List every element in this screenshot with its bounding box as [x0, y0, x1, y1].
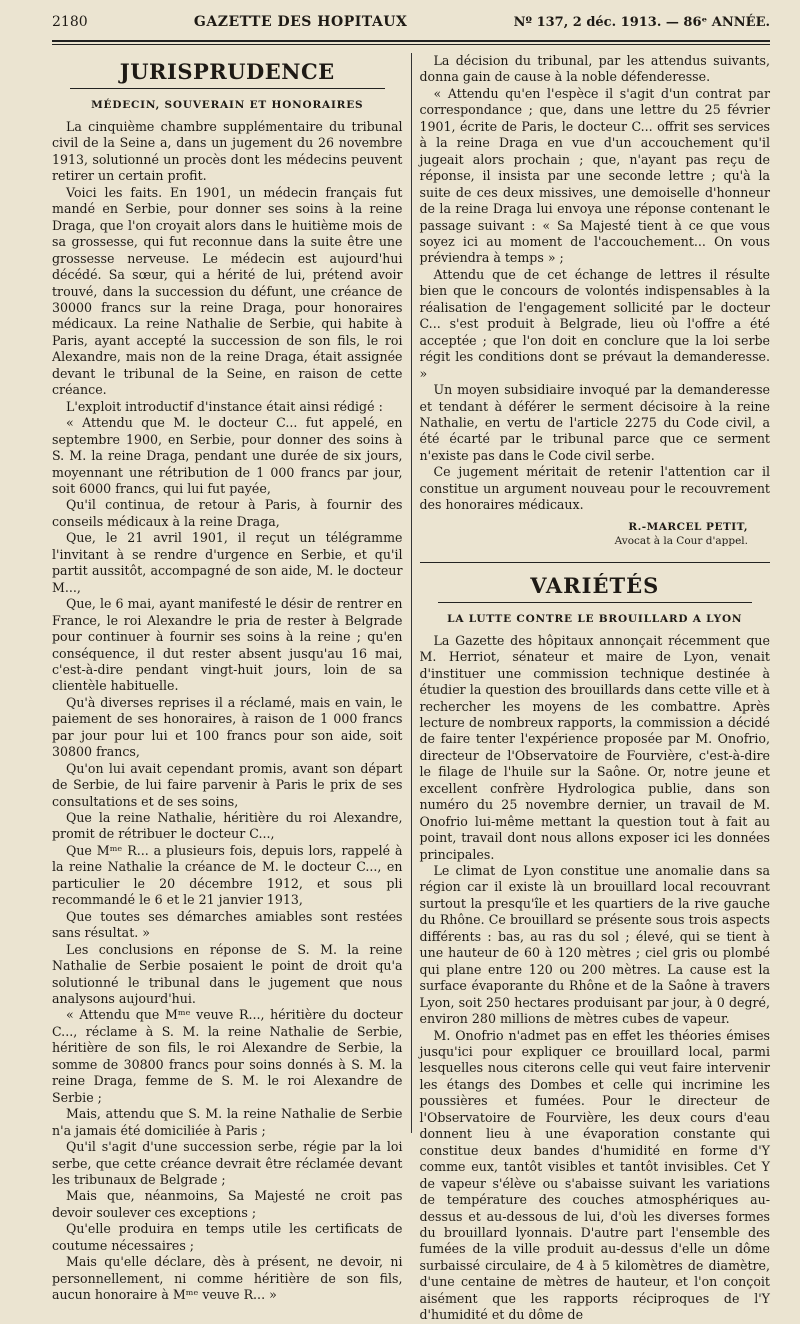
paragraph: Mais que, néanmoins, Sa Majesté ne croit pas devoir soulever ces exceptions ; — [52, 1188, 403, 1220]
right-article-body — [420, 53, 771, 514]
page-number: 2180 — [52, 14, 88, 30]
paragraph: « Attendu que M. le docteur C... fut appelé, en septembre 1900, en Serbie, pour donner des soins à S. M. la reine Draga, pendant une durée de six jours, moyennant une rétribution de 1 000 francs par jour, soit 6000 francs, qui lui fut payée, — [52, 415, 403, 496]
paragraph: Qu'il continua, de retour à Paris, à fournir des conseils médicaux à la reine Draga, — [52, 497, 403, 529]
section-rule — [70, 88, 385, 89]
paragraph: Mais qu'elle déclare, dès à présent, ne devoir, ni personnellement, ni comme héritière de son fils, aucun honoraire à Mᵐᵉ veuve R... » — [52, 1254, 403, 1303]
paragraph: Le climat de Lyon constitue une anomalie dans sa région car il existe là un brouillard local recouvrant surtout la presqu'île et les quartiers de la rive gauche du Rhône. Ce brouillard se présente sous trois aspects différents : bas, au ras du sol ; élevé, qui se tient à une hauteur de 60 à 120 mètres ; ciel gris ou plombé qui plane entre 120 ou 200 mètres. La cause est la surface évaporante du Rhône et de la Saône à travers Lyon, soit 250 hectares produisant par jour, à 0 degré, environ 280 millions de mètres cubes de vapeur. — [419, 863, 770, 1027]
section-title-jurisprudence: JURISPRUDENCE — [119, 59, 335, 84]
journal-title: GAZETTE DES HOPITAUX — [193, 14, 408, 30]
section-rule-2 — [438, 602, 753, 603]
paragraph: « Attendu que Mᵐᵉ veuve R..., héritière du docteur C..., réclame à S. M. la reine Nathalie de Serbie, héritière de son fils, le roi Alexandre de Serbie, la somme de 30800 francs pour soins donnés à S. M. la reine Draga, femme de S. M. le roi Alexandre de Serbie ; — [52, 1007, 403, 1105]
paragraph: L'exploit introductif d'instance était ainsi rédigé : — [66, 398, 383, 414]
paragraph: Que la reine Nathalie, héritière du roi Alexandre, promit de rétribuer le docteur C..., — [52, 810, 403, 842]
paragraph: M. Onofrio n'admet pas en effet les théories émises jusqu'ici pour expliquer ce brouillard local, parmi lesquelles nous citerons celle qui veut faire intervenir les étangs des Dombes et celle qui incrimine les poussières et fumées. Pour le directeur de l'Observatoire de Fourvière, les deux cours d'eau donnent lieu à une évaporation constante qui constitue deux bandes d'humidité en forme d'Y comme eux, tantôt visibles et tantôt invisibles. Cet Y de vapeur s'élève ou s'abaisse suivant les variations de température des couches atmosphériques au-dessus et au-dessous de lui, d'où les diverses formes du brouillard lyonnais. D'autre part l'ensemble des fumées de la ville produit au-dessus d'elle un dôme surbaissé circulaire, de 4 à 5 kilomètres de diamètre, d'une centaine de mètres de hauteur, et l'on conçoit aisément que les rapports réciproques de l'Y d'humidité et du dôme de — [419, 1027, 770, 1323]
column-divider — [411, 53, 412, 1133]
signature — [420, 520, 771, 548]
paragraph: Qu'il s'agit d'une succession serbe, régie par la loi serbe, que cette créance devrait être réclamée devant les tribunaux de Belgrade ; — [52, 1139, 403, 1187]
paragraph: Voici les faits. En 1901, un médecin français fut mandé en Serbie, pour donner ses soins à la reine Draga, que l'on croyait alors dans le huitième mois de sa grossesse, qui fut reconnue dans la suite être une grossesse nerveuse. Le médecin est aujourd'hui décédé. Sa sœur, qui a hérité de lui, prétend avoir trouvé, dans la succession du défunt, une créance de 30000 francs sur la reine Draga, pour honoraires médicaux. La reine Nathalie de Serbie, qui habite à Paris, ayant accepté la succession de son fils, le roi Alexandre, mais non de la reine Draga, était assignée devant le tribunal de la Seine, en raison de cette créance. — [52, 184, 403, 398]
left-column — [52, 53, 403, 1303]
left-article-body — [52, 119, 403, 1304]
paragraph: Qu'elle produira en temps utile les certificats de coutume nécessaires ; — [52, 1221, 403, 1253]
signature-title: Avocat à la Cour d'appel. — [614, 534, 748, 547]
section-separator — [420, 562, 771, 563]
paragraph: Que toutes ses démarches amiables sont restées sans résultat. » — [52, 908, 403, 941]
paragraph: La Gazette des hôpitaux annonçait récemment que M. Herriot, sénateur et maire de Lyon, venait d'instituer une commission technique destinée à étudier la question des brouillards dans cette ville et à rechercher les moyens de les combattre. Après lecture de nombreux rapports, la commission a décidé de faire tenter l'expérience proposée par M. Onofrio, directeur de l'Observatoire de Fourvière, c'est-à-dire le filage de l'huile sur la Saône. Or, notre jeune et excellent confrère Hydrologica publie, dans son numéro du 25 novembre dernier, un travail de M. Onofrio lui-même mettant la question tout à fait au point, travail dont nous allons exposer ici les données principales. — [419, 632, 770, 862]
paragraph: Qu'à diverses reprises il a réclamé, mais en vain, le paiement de ses honoraires, à raison de 1 000 francs par jour pour lui et 100 francs pour son aide, soit 30800 francs, — [52, 694, 403, 760]
paragraph: Les conclusions en réponse de S. M. la reine Nathalie de Serbie posaient le point de droit qu'a solutionné le tribunal dans le jugement que nous analysons aujourd'hui. — [52, 941, 403, 1007]
varietes-article-body — [420, 633, 771, 1324]
paragraph: Que, le 6 mai, ayant manifesté le désir de rentrer en France, le roi Alexandre le pria de rester à Belgrade pour continuer à fournir ses soins à la reine ; qu'en conséquence, il dut rester absent jusqu'au 16 mai, c'est-à-dire pendant vingt-huit jours, loin de sa clientèle habituelle. — [52, 596, 403, 694]
paragraph: Un moyen subsidiaire invoqué par la demanderesse et tendant à déférer le serment décisoire à la reine Nathalie, en vertu de l'article 2275 du Code civil, a été écarté par le tribunal parce que ce serment n'existe pas dans le Code civil serbe. — [419, 382, 770, 463]
right-column — [419, 53, 771, 1323]
header-rule — [52, 40, 770, 42]
paragraph: Mais, attendu que S. M. la reine Nathalie de Serbie n'a jamais été domiciliée à Paris ; — [52, 1106, 403, 1138]
section-title-varietes: VARIÉTÉS — [530, 572, 660, 598]
paragraph: Que, le 21 avril 1901, il reçut un télégramme l'invitant à se rendre d'urgence en Serbie, et qu'il partit aussitôt, accompagné de son aide, M. le docteur M..., — [52, 530, 403, 595]
page-header — [52, 14, 770, 36]
article-subtitle-2: LA LUTTE CONTRE LE BROUILLARD A LYON — [447, 612, 743, 625]
paragraph: Attendu que de cet échange de lettres il résulte bien que le concours de volontés indispensables à la réalisation de l'engagement sollicité par le docteur C... s'est produit à Belgrade, lieu où l'offre a été acceptée ; que l'on doit en conclure que la loi serbe régit les conditions dont se prévaut la demanderesse. » — [419, 266, 770, 381]
paragraph: Qu'on lui avait cependant promis, avant son départ de Serbie, de lui faire parvenir à Paris le prix de ses consultations et de ses soins, — [52, 760, 403, 809]
paragraph: La cinquième chambre supplémentaire du tribunal civil de la Seine a, dans un jugement du 26 novembre 1913, solutionné un procès dont les médecins peuvent retirer un certain profit. — [52, 119, 403, 184]
columns — [52, 53, 770, 1323]
paragraph: « Attendu qu'en l'espèce il s'agit d'un contrat par correspondance ; que, dans une lettre du 25 février 1901, écrite de Paris, le docteur C... offrit ses services à la reine Draga en vue d'un accouchement qu'il jugeait alors prochain ; que, n'ayant pas reçu de réponse, il insista par une seconde lettre ; qu'à la suite de ces deux missives, une demoiselle d'honneur de la reine Draga lui envoya une réponse contenant le passage suivant : « Sa Majesté tient à ce que vous soyez ici au moment de l'accouchement... On vous préviendra à temps » ; — [419, 85, 770, 266]
article-subtitle: MÉDECIN, SOUVERAIN ET HONORAIRES — [91, 99, 364, 111]
issue-info: Nº 137, 2 déc. 1913. — 86ᵉ ANNÉE. — [513, 15, 770, 30]
paragraph: Ce jugement méritait de retenir l'attention car il constitue un argument nouveau pour le recouvrement des honoraires médicaux. — [419, 464, 770, 513]
paragraph: Que Mᵐᵉ R... a plusieurs fois, depuis lors, rappelé à la reine Nathalie la créance de M. le docteur C..., en particulier le 20 décembre 1912, et sous pli recommandé le 6 et le 21 janvier 1913, — [52, 842, 403, 908]
paragraph: La décision du tribunal, par les attendus suivants, donna gain de cause à la noble défenderesse. — [419, 53, 770, 85]
signature-name: R.-MARCEL PETIT, — [628, 520, 748, 533]
header-rule-thin — [52, 44, 770, 45]
